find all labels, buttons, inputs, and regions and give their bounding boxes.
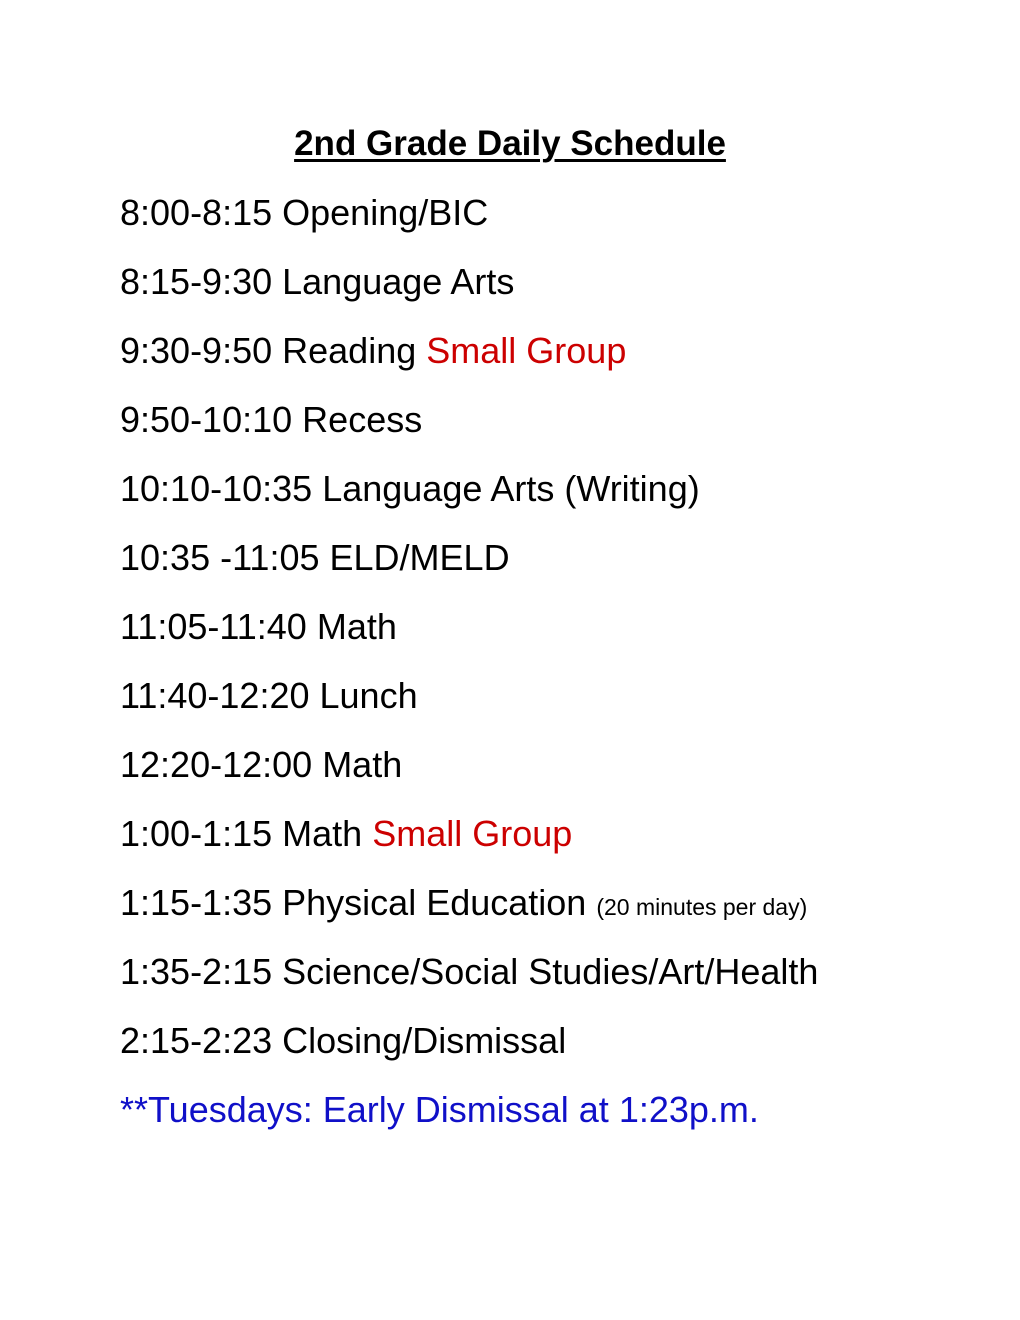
schedule-row [120,329,626,373]
small-group-highlight: Small Group [372,813,573,854]
schedule-row [120,536,510,580]
schedule-activity: Math [322,744,403,785]
schedule-time: 11:40-12:20 [120,675,310,716]
schedule-row [120,950,818,994]
schedule-row [120,881,807,929]
schedule-activity: Language Arts (Writing) [322,468,700,509]
small-group-highlight: Small Group [426,330,627,371]
schedule-time: 8:00-8:15 [120,192,273,233]
schedule-activity: Reading [282,330,417,371]
schedule-time: 9:30-9:50 [120,330,273,371]
schedule-activity: Lunch [319,675,418,716]
schedule-row [120,743,402,787]
schedule-time: 2:15-2:23 [120,1020,273,1061]
schedule-row [120,467,700,511]
schedule-activity: Recess [302,399,423,440]
schedule-time: 1:35-2:15 [120,951,273,992]
schedule-row [120,398,422,442]
schedule-row [120,191,488,235]
schedule-time: 11:05-11:40 [120,606,307,647]
schedule-activity: ELD/MELD [329,537,510,578]
schedule-activity: Opening/BIC [282,192,489,233]
schedule-time: 8:15-9:30 [120,261,273,302]
schedule-row [120,605,397,649]
schedule-activity: Math [316,606,397,647]
schedule-note: (20 minutes per day) [596,894,808,920]
schedule-row [120,260,514,304]
page-title: 2nd Grade Daily Schedule [294,124,726,163]
schedule-activity: Language Arts [282,261,515,302]
schedule-row [120,674,418,718]
schedule-time: 10:10-10:35 [120,468,313,509]
schedule-time: 1:00-1:15 [120,813,273,854]
schedule-row [120,812,572,856]
schedule-activity: Physical Education [282,882,587,923]
schedule-time: 9:50-10:10 [120,399,293,440]
schedule-time: 12:20-12:00 [120,744,313,785]
early-dismissal-note: **Tuesdays: Early Dismissal at 1:23p.m. [120,1089,759,1130]
schedule-time: 1:15-1:35 [120,882,273,923]
schedule-activity: Science/Social Studies/Art/Health [282,951,819,992]
schedule-time: 10:35 -11:05 [120,537,320,578]
schedule-activity: Closing/Dismissal [282,1020,567,1061]
schedule-activity: Math [282,813,363,854]
schedule-row [120,1019,566,1063]
